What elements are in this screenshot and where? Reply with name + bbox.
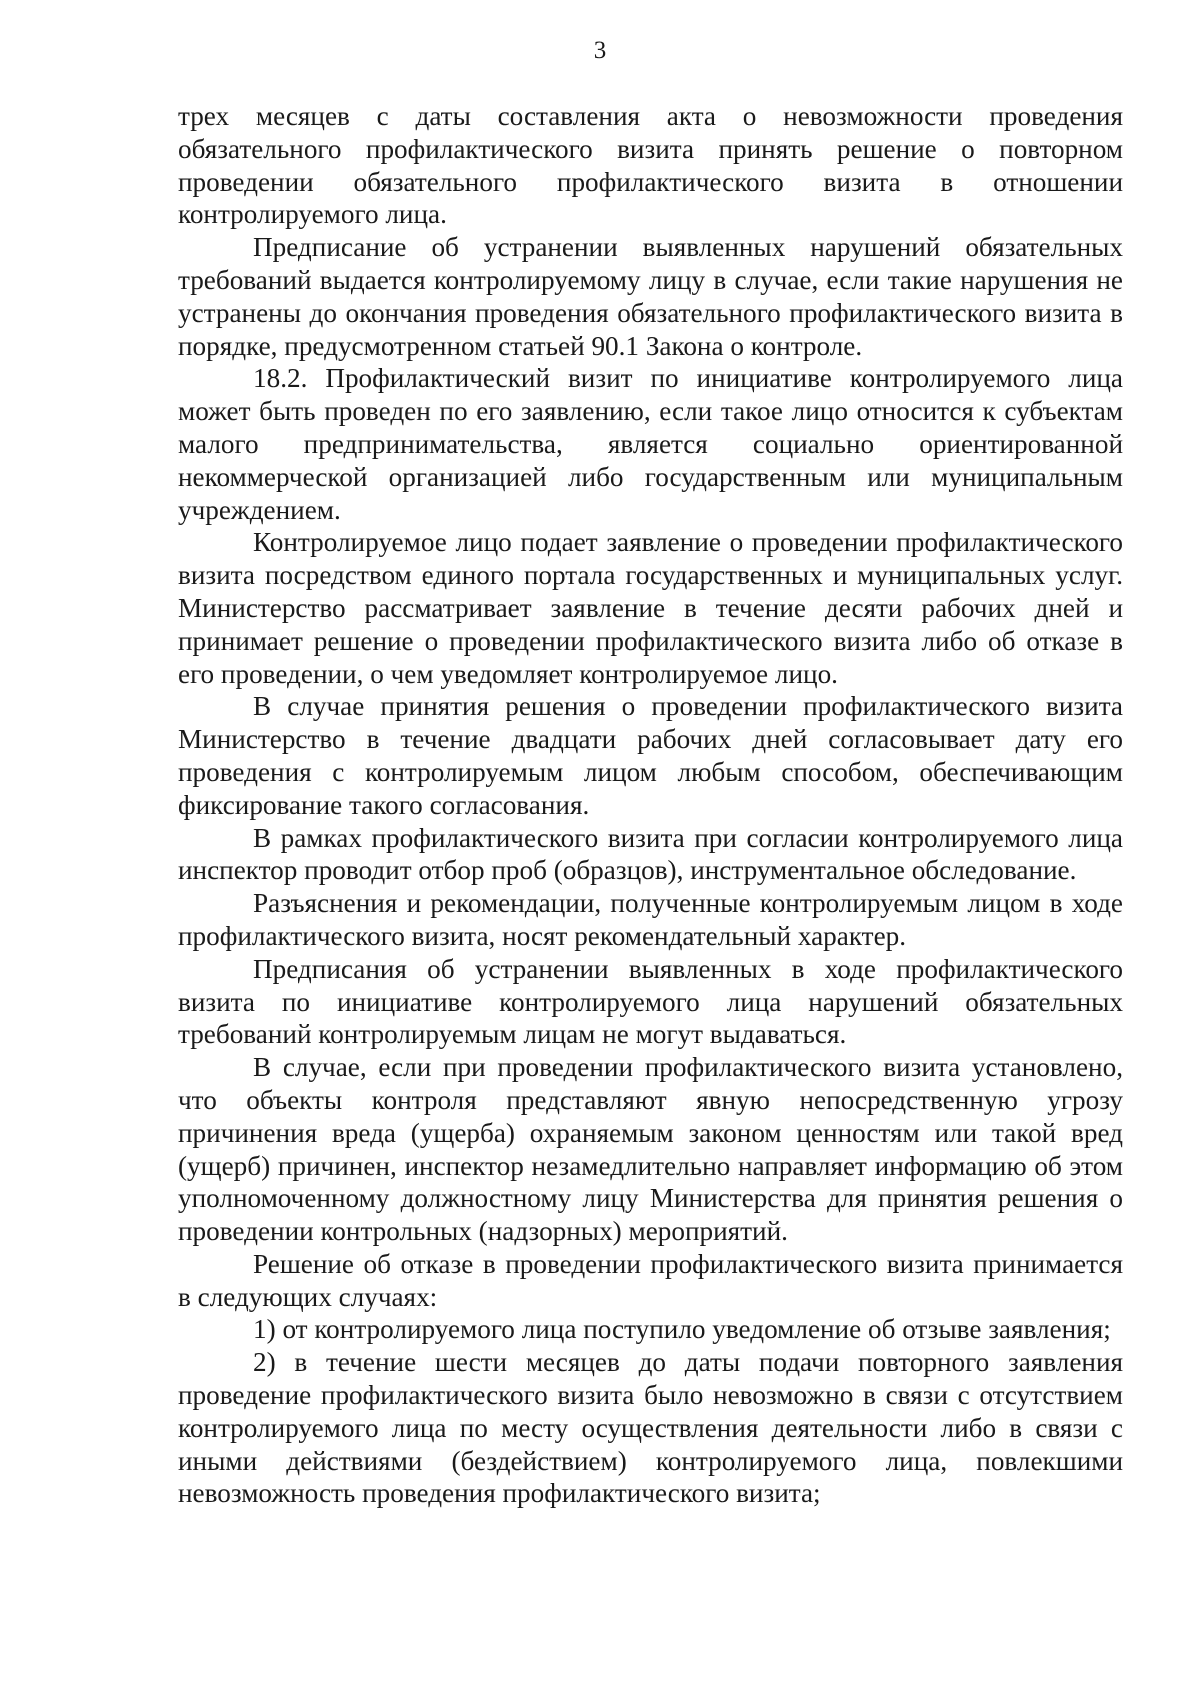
paragraph-prescription: Предписание об устранении выявленных нарушений обязательных требований выдается контролируемому лицу в случае, если такие нарушения не устранены до окончания проведения обязательного профилактического визита в порядке, предусмотренном статьей 90.1 Закона о контроле. [178, 232, 1123, 361]
paragraph-recommendations: Разъяснения и рекомендации, полученные контролируемым лицом в ходе профилактического визита, носят рекомендательный характер. [178, 888, 1123, 951]
list-item-2: 2) в течение шести месяцев до даты подачи повторного заявления проведение профилактического визита было невозможно в связи с отсутствием контролируемого лица по месту осуществления деятельности либо в связи с иными действиями (бездействием) контролируемого лица, повлекшими невозможность проведения профилактического визита; [178, 1347, 1123, 1509]
paragraph-refusal-intro: Решение об отказе в проведении профилактического визита принимается в следующих случаях: [178, 1248, 1123, 1312]
paragraph-section-18-2: 18.2. Профилактический визит по инициативе контролируемого лица может быть проведен по его заявлению, если такое лицо относится к субъектам малого предпринимательства, является социально ориентированной некоммерческой организацией либо государственным или муниципальным учреждением. [178, 363, 1123, 525]
paragraph-date-agreement: В случае принятия решения о проведении профилактического визита Министерство в течение двадцати рабочих дней согласовывает дату его проведения с контролируемым лицом любым способом, обеспечивающим фиксирование такого согласования. [178, 691, 1123, 820]
page-number: 3 [593, 37, 607, 64]
list-item-1: 1) от контролируемого лица поступило уведомление об отзыве заявления; [253, 1314, 1111, 1345]
paragraph-threat: В случае, если при проведении профилактического визита установлено, что объекты контроля представляют явную непосредственную угрозу причинения вреда (ущерба) охраняемым законом ценностям или такой вред (ущерб) причинен, инспектор незамедлительно направляет информацию об этом уполномоченному должностному лицу Министерства для принятия решения о проведении контрольных (надзорных) мероприятий. [178, 1052, 1123, 1247]
paragraph-no-prescriptions: Предписания об устранении выявленных в ходе профилактического визита по инициативе контролируемого лица нарушений обязательных требований контролируемым лицам не могут выдаваться. [178, 953, 1123, 1050]
paragraph-continuation: трех месяцев с даты составления акта о невозможности проведения обязательного профилактического визита принять решение о повторном проведении обязательного профилактического визита в отношении контролируемого лица. [178, 101, 1123, 230]
paragraph-sampling: В рамках профилактического визита при согласии контролируемого лица инспектор проводит отбор проб (образцов), инструментальное обследование. [178, 822, 1123, 886]
paragraph-application: Контролируемое лицо подает заявление о проведении профилактического визита посредством единого портала государственных и муниципальных услуг. Министерство рассматривает заявление в течение десяти рабочих дней и принимает решение о проведении профилактического визита либо об отказе в его проведении, о чем уведомляет контролируемое лицо. [178, 527, 1123, 689]
document-body [178, 100, 1123, 1510]
